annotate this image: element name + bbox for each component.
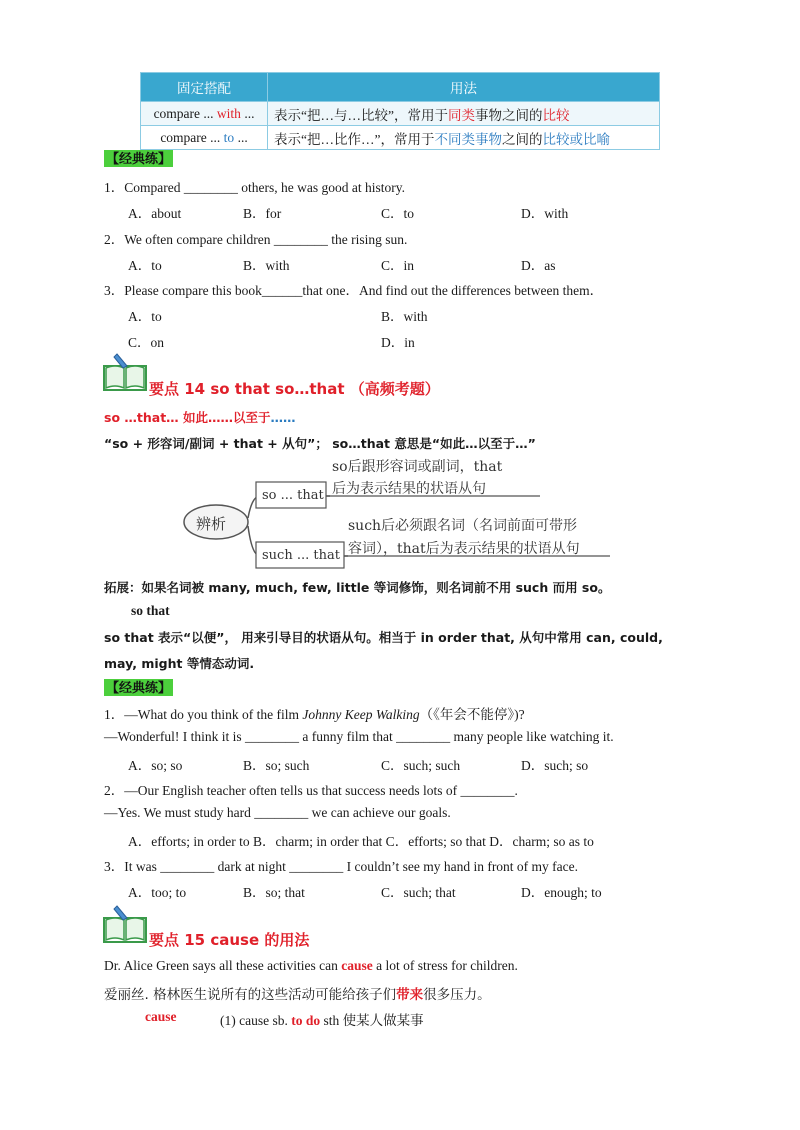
collocation-text: ... (234, 129, 248, 145)
usage-text: (1) cause sb. (220, 1013, 292, 1028)
option-b: B．so; that (243, 885, 305, 900)
example-sentence (104, 958, 518, 974)
collocation-text: ... (240, 105, 255, 121)
extension-note: 拓展：如果名词被 many, much, few, little 等词修饰，则名词前不用 such 而用 so。 (104, 580, 611, 595)
option-c: C．such; that (381, 885, 456, 900)
diagram-bottom-note: 容词），that后为表示结果的状语从句 (348, 541, 580, 557)
table-header-row (141, 73, 660, 102)
cause-usage-1 (220, 1009, 424, 1029)
usage-text: 表示“把…比作…”，常用于 (274, 131, 435, 147)
option-c: C．on (128, 335, 165, 350)
option-d: D．such; so (521, 758, 589, 773)
header-usage: 用法 (268, 73, 660, 102)
usage-highlight: 比较或比喻 (542, 131, 610, 147)
collocation-text: compare ... (160, 129, 224, 145)
section-15-title: 要点 15 cause 的用法 (149, 931, 310, 949)
practice-tag: 【经典练】 (106, 151, 172, 166)
usage-highlight: 不同类事物 (434, 131, 502, 147)
header-collocation: 固定搭配 (141, 73, 268, 102)
cause-label: cause (145, 1009, 177, 1024)
translation-keyword: 带来 (396, 987, 424, 1003)
question-1-line-2: —Wonderful! I think it is ________ a funny film that ________ many people like watching it. (104, 729, 614, 744)
subtitle-red: so …that… 如此……以至于 (104, 410, 271, 425)
option-a: A．to (128, 309, 162, 324)
book-icon (103, 352, 147, 392)
option-a: A．to (128, 258, 162, 273)
diagram-top-note: 后为表示结果的状语从句 (332, 481, 486, 497)
question-1: 1．Compared ________ others, he was good at history. (104, 180, 405, 195)
diagram-top-note: so后跟形容词或副词，that (332, 459, 503, 475)
diagram-bottom-note: such后必须跟名词（名词前面可带形 (348, 518, 578, 534)
translation-text: 很多压力。 (423, 987, 491, 1003)
usage-highlight: 比较 (542, 107, 570, 123)
collocation-cell (141, 126, 268, 150)
collocation-text: compare ... (153, 105, 217, 121)
option-a: A．so; so (128, 758, 183, 773)
subtitle-blue: …… (270, 410, 296, 425)
sentence-text: Dr. Alice Green says all these activities can (104, 958, 342, 973)
sentence-keyword: cause (341, 958, 373, 973)
usage-text: 表示“把…与…比较”，常用于 (274, 107, 448, 123)
option-a: A．about (128, 206, 182, 221)
diagram-top-label: so ... that (262, 488, 324, 503)
question-3: 3．It was ________ dark at night ________ I couldn’t see my hand in front of my face. (104, 859, 579, 874)
option-b: B．so; such (243, 758, 310, 773)
book-icon (103, 904, 147, 944)
usage-text: 之间的 (501, 131, 543, 147)
sentence-text: a lot of stress for children. (372, 958, 518, 973)
translation-text: 爱丽丝. 格林医生说所有的这些活动可能给孩子们 (104, 987, 397, 1003)
option-d: D．as (521, 258, 556, 273)
so-that-desc: may, might 等情态动词. (104, 656, 255, 671)
option-d: D．enough; to (521, 885, 602, 900)
section-14-subtitle (104, 408, 296, 426)
question-2-line-2: —Yes. We must study hard ________ we can achieve our goals. (104, 805, 451, 820)
option-c: C．to (381, 206, 415, 221)
option-c: C．in (381, 258, 415, 273)
question-2: 2．We often compare children ________ the rising sun. (104, 232, 408, 247)
usage-cell (268, 126, 660, 150)
option-c: C．such; such (381, 758, 461, 773)
collocation-keyword: to (223, 129, 235, 145)
diagram-bottom-label: such ... that (262, 548, 340, 563)
table-row (141, 126, 660, 150)
option-d: D．with (521, 206, 569, 221)
so-that-label: so that (131, 603, 170, 618)
section-14-title: 要点 14 so that so…that （高频考题） (149, 380, 440, 398)
so-that-desc: so that 表示“以便”， 用来引导目的状语从句。相当于 in order that, 从句中常用 can, could, (104, 630, 663, 645)
option-a: A．too; to (128, 885, 187, 900)
option-d: D．in (381, 335, 415, 350)
collocation-table (140, 72, 660, 150)
usage-text: sth 使某人做某事 (320, 1013, 424, 1028)
question-1 (104, 703, 525, 723)
question-3: 3．Please compare this book______that one．And find out the differences between them． (104, 283, 604, 298)
collocation-cell (141, 102, 268, 126)
collocation-keyword: with (216, 105, 241, 121)
usage-cell (268, 102, 660, 126)
question-text: 1．—What do you think of the film (104, 707, 303, 722)
diagram-center-label: 辨析 (196, 515, 227, 533)
question-2-options: A．efforts; in order to B．charm; in order that C．efforts; so that D．charm; so as to (128, 834, 594, 849)
question-2: 2．—Our English teacher often tells us that success needs lots of ________. (104, 783, 518, 798)
option-b: B．with (381, 309, 428, 324)
option-b: B．for (243, 206, 282, 221)
table-row (141, 102, 660, 126)
usage-text: 事物之间的 (474, 107, 543, 123)
usage-keyword: to do (291, 1013, 321, 1028)
so-that-rule: “so + 形容词/副词 + that + 从句”； so…that 意思是“如此…以至于…” (104, 436, 536, 451)
film-title: Johnny Keep Walking (302, 707, 420, 722)
option-b: B．with (243, 258, 290, 273)
question-text: （《年会不能停》)? (419, 707, 525, 722)
example-translation (104, 983, 491, 1003)
usage-highlight: 同类 (447, 107, 475, 123)
practice-tag: 【经典练】 (106, 680, 172, 695)
